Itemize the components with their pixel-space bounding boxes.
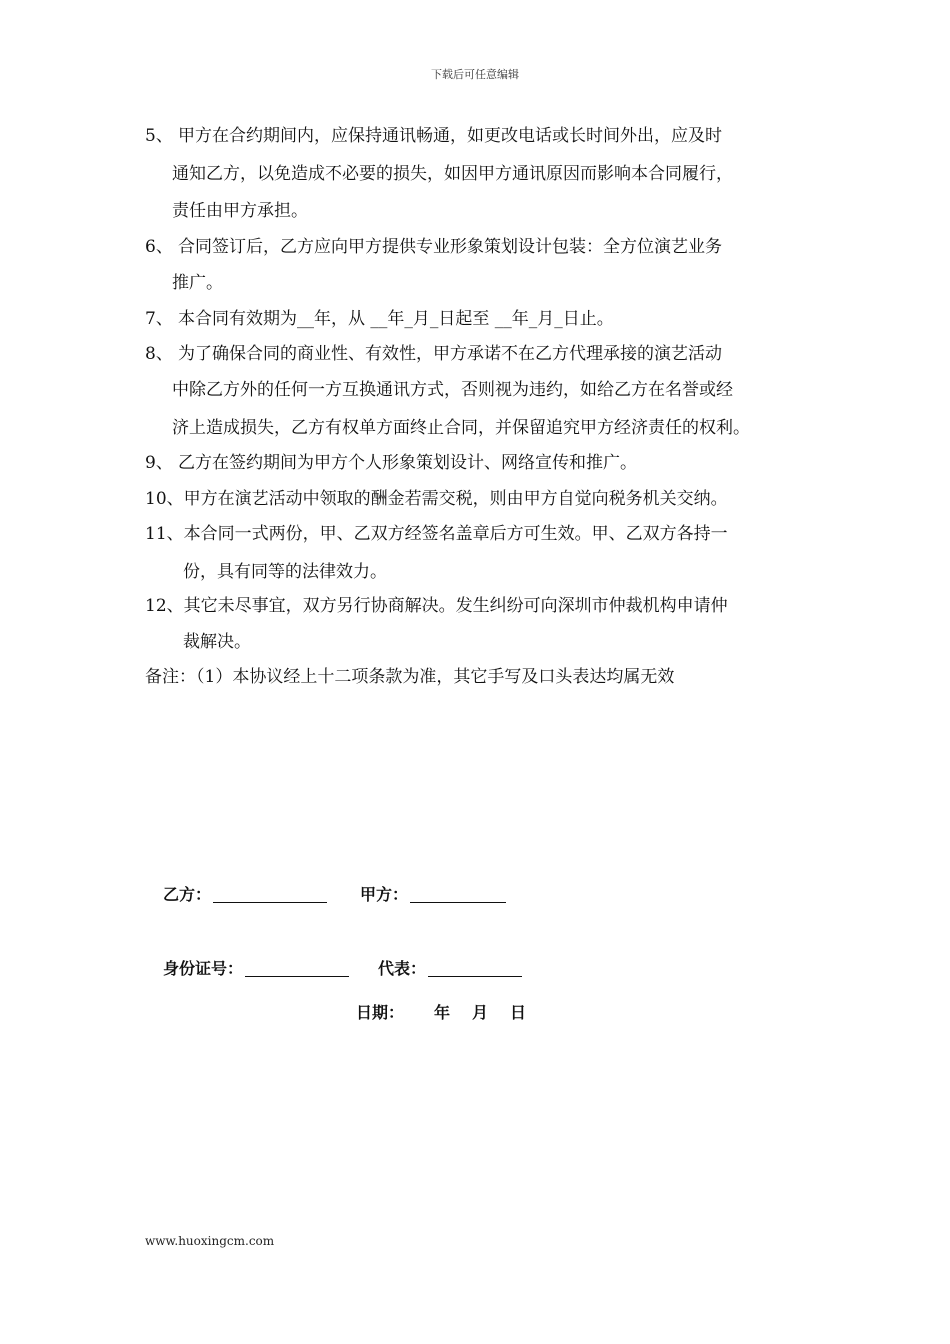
party-a-blank	[410, 886, 506, 903]
clause-number: 6、	[145, 237, 173, 257]
clause-5-line-3: 责任由甲方承担。	[172, 201, 308, 221]
clause-6-line-1: 6、 合同签订后，乙方应向甲方提供专业形象策划设计包装：全方位演艺业务	[145, 237, 722, 257]
clause-number: 7、	[145, 309, 173, 329]
clause-12-line-2: 裁解决。	[183, 632, 251, 652]
representative-blank	[428, 960, 522, 977]
clause-6-line-2: 推广。	[172, 273, 223, 293]
party-b-label: 乙方：	[163, 885, 212, 904]
clause-5-line-2: 通知乙方，以免造成不必要的损失，如因甲方通讯原因而影响本合同履行，	[172, 164, 733, 184]
page-header: 下载后可任意编辑	[431, 68, 519, 81]
footer-url: www.huoxingcm.com	[145, 1234, 275, 1248]
id-number-signature	[163, 956, 349, 979]
party-a-label: 甲方：	[360, 885, 409, 904]
clause-10: 10、甲方在演艺活动中领取的酬金若需交税，则由甲方自觉向税务机关交纳。	[145, 489, 728, 509]
representative-label: 代表：	[378, 959, 427, 978]
clause-7	[145, 309, 614, 329]
date-line	[356, 1000, 526, 1023]
note-label: 备注：	[145, 667, 196, 687]
note-text: （1）本协议经上十二项条款为准，其它手写及口头表达均属无效	[196, 667, 675, 687]
clause-8-line-3: 济上造成损失，乙方有权单方面终止合同，并保留追究甲方经济责任的权利。	[172, 418, 750, 438]
id-number-label: 身份证号：	[163, 959, 244, 978]
date-month: 月	[472, 1003, 489, 1022]
clause-number: 11、	[145, 524, 184, 544]
clause-8-line-2: 中除乙方外的任何一方互换通讯方式，否则视为违约，如给乙方在名誉或经	[172, 380, 733, 400]
party-a-signature	[360, 882, 506, 905]
clause-number: 10、	[145, 489, 184, 509]
clause-7-text: 本合同有效期为__年，从 __年_月_日起至 __年_月_日止。	[178, 309, 614, 329]
clause-5-line-1: 5、 甲方在合约期间内，应保持通讯畅通，如更改电话或长时间外出，应及时	[145, 126, 722, 146]
party-b-blank	[213, 886, 327, 903]
clause-number: 8、	[145, 344, 173, 364]
id-number-blank	[245, 960, 349, 977]
clause-8-line-1: 8、 为了确保合同的商业性、有效性，甲方承诺不在乙方代理承接的演艺活动	[145, 344, 722, 364]
clause-number: 5、	[145, 126, 173, 146]
clause-number: 9、	[145, 453, 173, 473]
date-label: 日期：	[356, 1003, 405, 1022]
clause-number: 12、	[145, 596, 184, 616]
clause-9: 9、 乙方在签约期间为甲方个人形象策划设计、网络宣传和推广。	[145, 453, 637, 473]
representative-signature	[378, 956, 522, 979]
date-day: 日	[510, 1003, 527, 1022]
date-year: 年	[434, 1003, 451, 1022]
note	[145, 667, 674, 687]
clause-11-line-2: 份，具有同等的法律效力。	[183, 562, 387, 582]
clause-11-line-1: 11、本合同一式两份，甲、乙双方经签名盖章后方可生效。甲、乙双方各持一	[145, 524, 728, 544]
party-b-signature	[163, 882, 327, 905]
clause-12-line-1: 12、其它未尽事宜，双方另行协商解决。发生纠纷可向深圳市仲裁机构申请仲	[145, 596, 728, 616]
